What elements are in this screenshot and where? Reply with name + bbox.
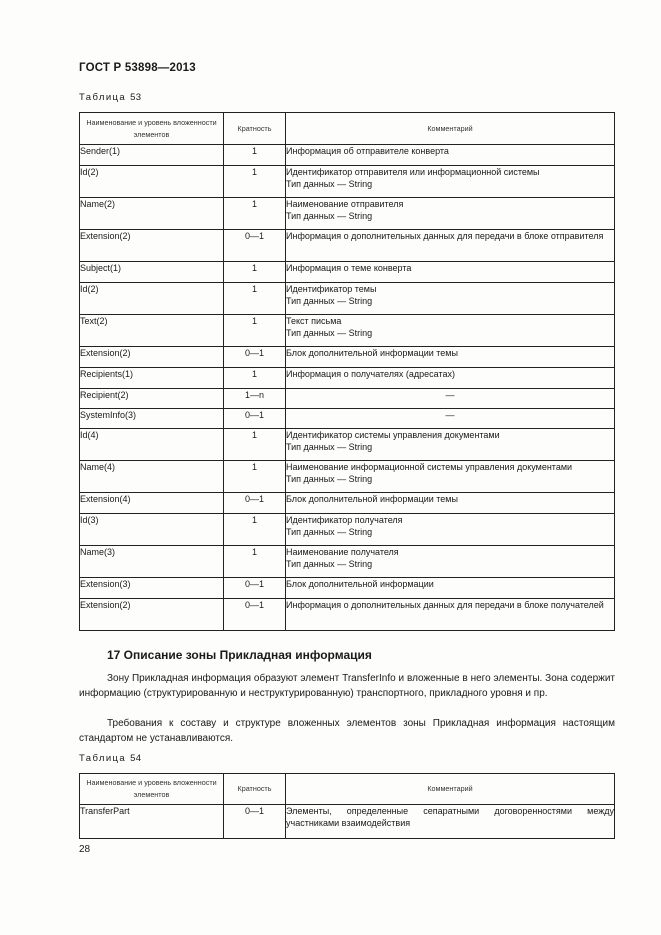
comment-text: Блок дополнительной информации темы: [286, 494, 458, 504]
table-row: [80, 546, 615, 578]
table-row: [80, 283, 615, 315]
comment-text: Информация об отправителе конверта: [286, 146, 449, 156]
comment-cell: [286, 461, 615, 493]
comment-cell: [286, 198, 615, 230]
comment-text: Элементы, определенные сепаратными договоренностями между участниками взаимодействия: [286, 806, 614, 828]
table-header-row: [80, 113, 615, 145]
comment-text: Блок дополнительной информации: [286, 579, 434, 589]
table-53: [79, 112, 615, 631]
comment-cell: [286, 315, 615, 347]
table-row: [80, 230, 615, 262]
comment-cell: [286, 409, 615, 429]
element-name-cell: Name(3): [80, 546, 224, 578]
comment-cell: [286, 262, 615, 283]
comment-text: Информация о дополнительных данных для передачи в блоке отправителя: [286, 231, 604, 241]
table-row: [80, 389, 615, 409]
table-row: [80, 166, 615, 198]
comment-cell: [286, 347, 615, 368]
element-name-cell: Sender(1): [80, 145, 224, 166]
element-name-cell: Extension(3): [80, 578, 224, 599]
table-53-caption: [79, 92, 141, 103]
element-name-cell: Subject(1): [80, 262, 224, 283]
comment-cell: [286, 283, 615, 315]
table-row: [80, 145, 615, 166]
multiplicity-cell: 0—1: [224, 493, 286, 514]
element-name-cell: Extension(4): [80, 493, 224, 514]
table-row: [80, 347, 615, 368]
multiplicity-cell: 1: [224, 198, 286, 230]
table-caption-number: 53: [130, 92, 142, 103]
comment-text: Идентификатор получателя: [286, 515, 403, 525]
table-row: [80, 578, 615, 599]
table-54-caption: [79, 753, 141, 764]
table-row: [80, 805, 615, 839]
comment-datatype: Тип данных — String: [286, 527, 373, 537]
multiplicity-cell: 0—1: [224, 230, 286, 262]
comment-cell: [286, 546, 615, 578]
comment-text: Блок дополнительной информации темы: [286, 348, 458, 358]
comment-text: Информация о дополнительных данных для передачи в блоке получателей: [286, 600, 604, 610]
paragraph-1: [79, 671, 615, 701]
multiplicity-cell: 0—1: [224, 599, 286, 631]
comment-cell: [286, 493, 615, 514]
comment-text: Информация о теме конверта: [286, 263, 412, 273]
section-17-title: 17 Описание зоны Прикладная информация: [107, 648, 372, 662]
table-row: [80, 262, 615, 283]
element-name-cell: Recipient(2): [80, 389, 224, 409]
table-row: [80, 461, 615, 493]
paragraph-1-text: Зону Прикладная информация образуют элемент TransferInfo и вложенные в него элементы. Зона содержит информацию (структурированную и неструктурированную) транспортного, прикладного уровня и пр.: [79, 673, 615, 699]
multiplicity-cell: 1: [224, 514, 286, 546]
multiplicity-cell: 1: [224, 262, 286, 283]
header-name: Наименование и уровень вложенности элементов: [80, 113, 224, 145]
comment-datatype: Тип данных — String: [286, 179, 373, 189]
comment-text: —: [445, 410, 455, 420]
element-name-cell: Id(3): [80, 514, 224, 546]
table-row: [80, 409, 615, 429]
element-name-cell: Id(2): [80, 166, 224, 198]
multiplicity-cell: 0—1: [224, 347, 286, 368]
comment-text: Наименование отправителя: [286, 199, 404, 209]
table-row: [80, 493, 615, 514]
comment-datatype: Тип данных — String: [286, 296, 373, 306]
element-name-cell: Name(2): [80, 198, 224, 230]
element-name-cell: TransferPart: [80, 805, 224, 839]
multiplicity-cell: 1: [224, 166, 286, 198]
table-row: [80, 315, 615, 347]
element-name-cell: Text(2): [80, 315, 224, 347]
table-caption-word: Таблица: [79, 92, 127, 103]
comment-cell: [286, 805, 615, 839]
header-name: Наименование и уровень вложенности элементов: [80, 774, 224, 805]
header-comment: Комментарий: [286, 774, 615, 805]
comment-datatype: Тип данных — String: [286, 328, 373, 338]
element-name-cell: Extension(2): [80, 347, 224, 368]
paragraph-2-text: Требования к составу и структуре вложенных элементов зоны Прикладная информация настоящим стандартом не устанавливаются.: [79, 718, 615, 744]
multiplicity-cell: 0—1: [224, 409, 286, 429]
comment-text: Идентификатор системы управления документами: [286, 430, 500, 440]
element-name-cell: Extension(2): [80, 230, 224, 262]
multiplicity-cell: 1: [224, 368, 286, 389]
comment-datatype: Тип данных — String: [286, 442, 373, 452]
comment-cell: [286, 389, 615, 409]
table-row: [80, 368, 615, 389]
element-name-cell: Name(4): [80, 461, 224, 493]
comment-cell: [286, 230, 615, 262]
multiplicity-cell: 1: [224, 461, 286, 493]
table-54: [79, 773, 615, 839]
comment-text: —: [445, 390, 455, 400]
multiplicity-cell: 1: [224, 315, 286, 347]
multiplicity-cell: 1: [224, 546, 286, 578]
comment-text: Наименование получателя: [286, 547, 399, 557]
comment-cell: [286, 166, 615, 198]
document-title: ГОСТ Р 53898—2013: [79, 62, 196, 74]
comment-text: Информация о получателях (адресатах): [286, 369, 455, 379]
table-row: [80, 429, 615, 461]
paragraph-2: [79, 716, 615, 746]
table-row: [80, 514, 615, 546]
comment-cell: [286, 578, 615, 599]
comment-text: Идентификатор темы: [286, 284, 377, 294]
element-name-cell: Id(4): [80, 429, 224, 461]
multiplicity-cell: 0—1: [224, 578, 286, 599]
comment-cell: [286, 145, 615, 166]
comment-cell: [286, 599, 615, 631]
table-caption-number: 54: [130, 753, 142, 764]
element-name-cell: Recipients(1): [80, 368, 224, 389]
table-row: [80, 599, 615, 631]
comment-text: Идентификатор отправителя или информационной системы: [286, 167, 540, 177]
comment-datatype: Тип данных — String: [286, 211, 373, 221]
page-number: 28: [79, 844, 91, 855]
table-caption-word: Таблица: [79, 753, 127, 764]
element-name-cell: Extension(2): [80, 599, 224, 631]
header-multiplicity: Кратность: [224, 774, 286, 805]
header-comment: Комментарий: [286, 113, 615, 145]
comment-datatype: Тип данных — String: [286, 559, 373, 569]
multiplicity-cell: 1: [224, 145, 286, 166]
multiplicity-cell: 1: [224, 429, 286, 461]
multiplicity-cell: 1: [224, 283, 286, 315]
comment-cell: [286, 429, 615, 461]
header-multiplicity: Кратность: [224, 113, 286, 145]
comment-cell: [286, 368, 615, 389]
table-header-row: [80, 774, 615, 805]
comment-cell: [286, 514, 615, 546]
comment-datatype: Тип данных — String: [286, 474, 373, 484]
comment-text: Наименование информационной системы управления документами: [286, 462, 573, 472]
comment-text: Текст письма: [286, 316, 342, 326]
table-row: [80, 198, 615, 230]
multiplicity-cell: 0—1: [224, 805, 286, 839]
element-name-cell: SystemInfo(3): [80, 409, 224, 429]
multiplicity-cell: 1—n: [224, 389, 286, 409]
element-name-cell: Id(2): [80, 283, 224, 315]
